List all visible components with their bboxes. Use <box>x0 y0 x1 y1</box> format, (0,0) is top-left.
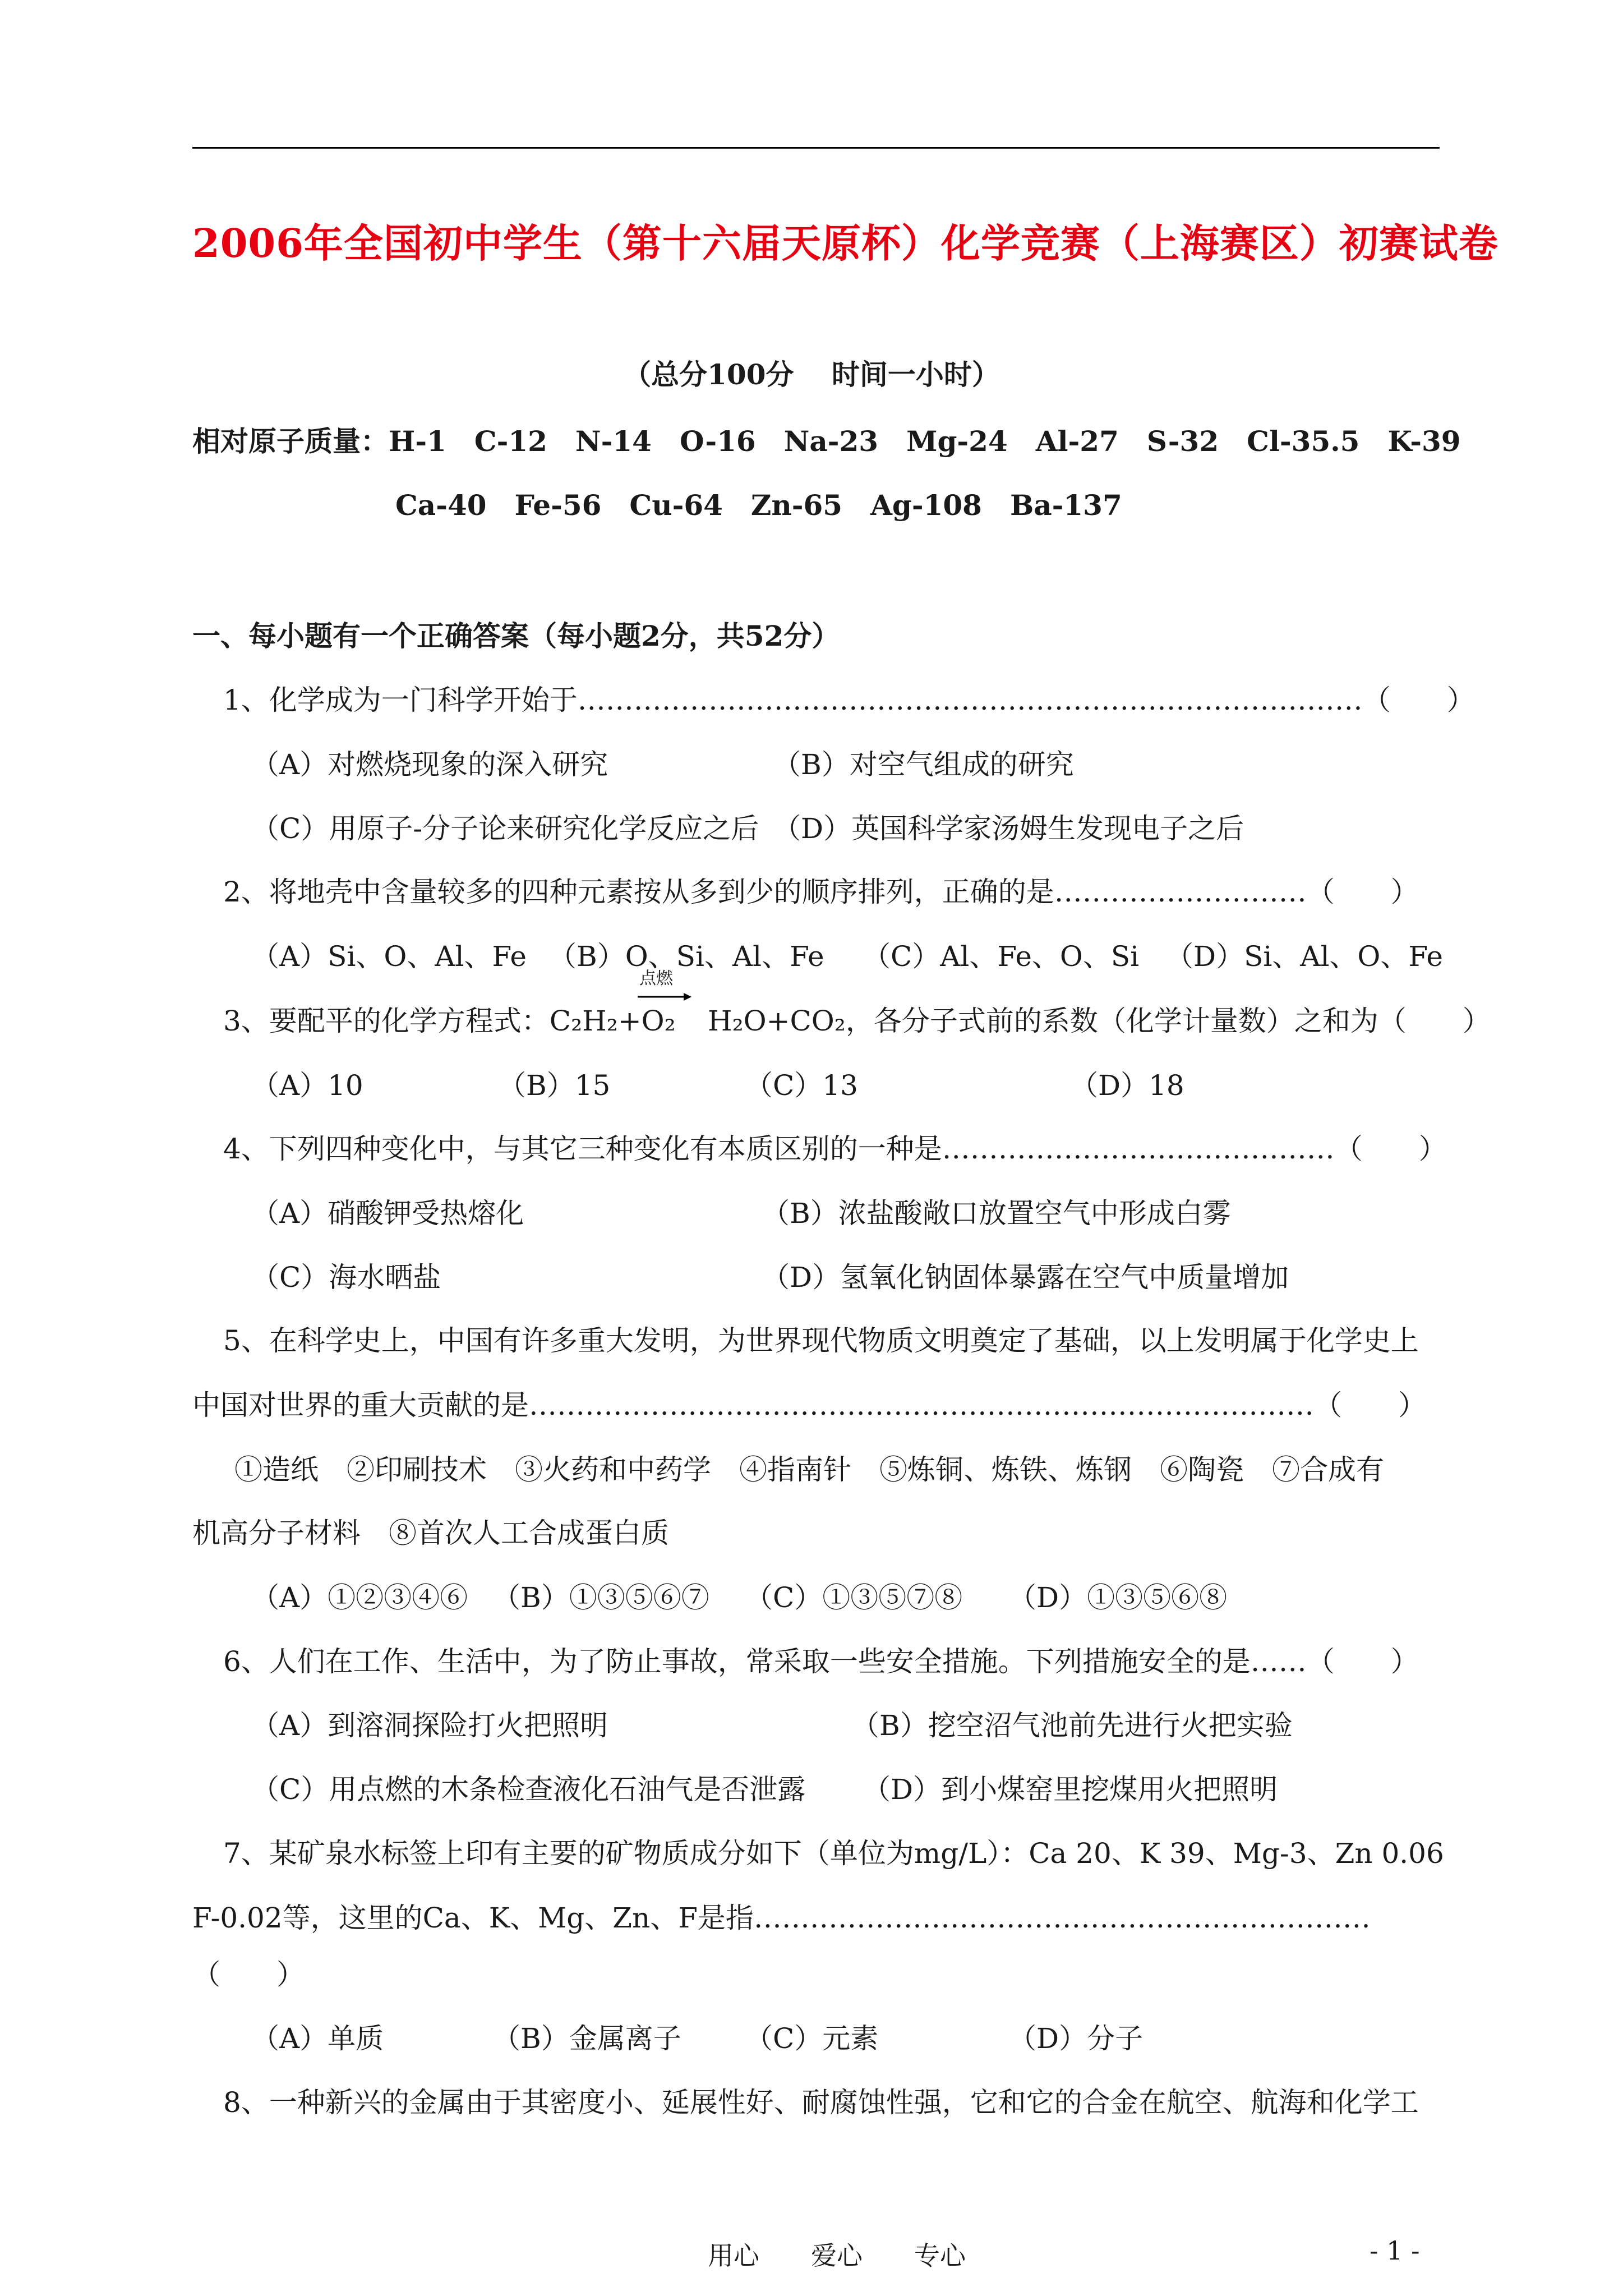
q7-option-a: （A）单质 <box>251 2022 384 2055</box>
page-number: - 1 - <box>1370 2235 1420 2266</box>
question-7-stem-line2: F-0.02等，这里的Ca、K、Mg、Zn、F是指………………………………………………………… <box>192 1902 1371 1934</box>
q6-option-d: （D）到小煤窑里挖煤用火把照明 <box>863 1773 1278 1806</box>
q3-option-c: （C）13 <box>745 1069 858 1102</box>
q4-option-c: （C）海水晒盐 <box>251 1261 441 1294</box>
question-1-stem: 1、化学成为一门科学开始于…………………………………………………………………………（ ） <box>223 684 1475 716</box>
q1-option-b: （B）对空气组成的研究 <box>773 748 1074 781</box>
header-rule <box>192 147 1440 149</box>
question-8-stem: 8、一种新兴的金属由于其密度小、延展性好、耐腐蚀性强，它和它的合金在航空、航海和化学工 <box>223 2086 1419 2119</box>
q4-option-b: （B）浓盐酸敞口放置空气中形成白雾 <box>762 1197 1231 1230</box>
q6-option-a: （A）到溶洞探险打火把照明 <box>251 1709 608 1742</box>
question-5-stem-line1: 5、在科学史上，中国有许多重大发明，为世界现代物质文明奠定了基础，以上发明属于化学史上 <box>223 1324 1419 1357</box>
page-title: 2006年全国初中学生（第十六届天原杯）化学竞赛（上海赛区）初赛试卷 <box>192 220 1498 266</box>
question-4-stem: 4、下列四种变化中，与其它三种变化有本质区别的一种是……………………………………（ ） <box>223 1133 1447 1165</box>
q5-option-a: （A）①②③④⑥ <box>251 1581 468 1614</box>
footer-motto: 用心 爱心 专心 <box>708 2240 966 2271</box>
q1-option-a: （A）对燃烧现象的深入研究 <box>251 748 608 781</box>
q6-option-c: （C）用点燃的木条检查液化石油气是否泄露 <box>251 1773 806 1806</box>
exam-info: （总分100分 时间一小时） <box>623 358 1000 391</box>
q7-option-b: （B）金属离子 <box>492 2022 681 2055</box>
q5-option-d: （D）①③⑤⑥⑧ <box>1008 1581 1228 1614</box>
q3-option-d: （D）18 <box>1070 1069 1184 1102</box>
q4-option-d: （D）氢氧化钠固体暴露在空气中质量增加 <box>762 1261 1289 1294</box>
q5-option-b: （B）①③⑤⑥⑦ <box>492 1581 709 1614</box>
reaction-condition: 点燃 <box>639 969 673 988</box>
question-5-stem-line2: 中国对世界的重大贡献的是…………………………………………………………………………（ ） <box>192 1389 1426 1421</box>
question-5-items-line1: ①造纸 ②印刷技术 ③火药和中药学 ④指南针 ⑤炼铜、炼铁、炼钢 ⑥陶瓷 ⑦合成有 <box>234 1453 1384 1486</box>
q7-option-c: （C）元素 <box>745 2022 879 2055</box>
q2-option-c: （C）Al、Fe、O、Si <box>863 940 1140 973</box>
question-2-stem: 2、将地壳中含量较多的四种元素按从多到少的顺序排列，正确的是………………………（ ） <box>223 876 1419 908</box>
question-7-stem-line1: 7、某矿泉水标签上印有主要的矿物质成分如下（单位为mg/L）：Ca 20、K 39、Mg-3、Zn 0.06 <box>223 1837 1444 1870</box>
question-5-items-line2: 机高分子材料 ⑧首次人工合成蛋白质 <box>192 1517 669 1549</box>
atomic-mass-line2: Ca-40 Fe-56 Cu-64 Zn-65 Ag-108 Ba-137 <box>395 489 1122 522</box>
question-7-answer-paren: （ ） <box>192 1958 305 1991</box>
q5-option-c: （C）①③⑤⑦⑧ <box>745 1581 963 1614</box>
atomic-mass-line1: 相对原子质量：H-1 C-12 N-14 O-16 Na-23 Mg-24 Al-27 S-32 Cl-35.5 K-39 <box>192 425 1461 458</box>
q2-option-a: （A）Si、O、Al、Fe <box>251 940 527 973</box>
q2-option-d: （D）Si、Al、O、Fe <box>1165 940 1443 973</box>
q1-option-c: （C）用原子-分子论来研究化学反应之后 <box>251 812 759 845</box>
q2-option-b: （B）O、Si、Al、Fe <box>548 940 824 973</box>
q4-option-a: （A）硝酸钾受热熔化 <box>251 1197 524 1230</box>
q7-option-d: （D）分子 <box>1008 2022 1144 2055</box>
question-3-stem-right: H₂O+CO₂，各分子式前的系数（化学计量数）之和为（ ） <box>708 1005 1491 1037</box>
q1-option-d: （D）英国科学家汤姆生发现电子之后 <box>773 812 1244 845</box>
q3-option-b: （B）15 <box>498 1069 611 1102</box>
q3-option-a: （A）10 <box>251 1069 363 1102</box>
reaction-arrow-icon <box>637 991 693 1002</box>
q6-option-b: （B）挖空沼气池前先进行火把实验 <box>851 1709 1293 1742</box>
question-6-stem: 6、人们在工作、生活中，为了防止事故，常采取一些安全措施。下列措施安全的是……（ ） <box>223 1645 1419 1678</box>
question-3-stem-left: 3、要配平的化学方程式：C₂H₂+O₂ <box>223 1005 676 1037</box>
section-heading: 一、每小题有一个正确答案（每小题2分，共52分） <box>192 619 840 652</box>
